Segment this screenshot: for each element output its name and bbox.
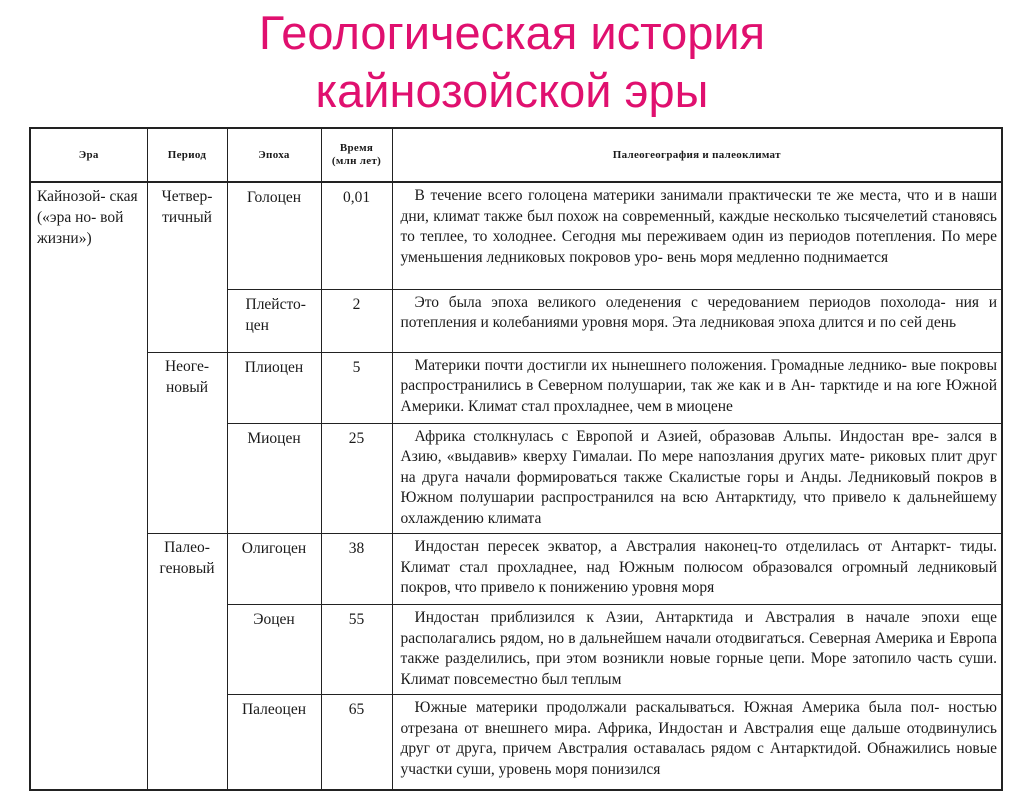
title-line-2: кайнозойской эры <box>315 64 709 117</box>
header-time-line2: (млн лет) <box>331 155 382 167</box>
slide-title <box>0 4 1024 120</box>
period-quaternary: Четвер- тичный <box>147 182 227 352</box>
header-description: Палеогеография и палеоклимат <box>392 128 1002 182</box>
time-paleocene: 65 <box>321 695 392 790</box>
time-miocene: 25 <box>321 423 392 534</box>
header-time <box>321 128 392 182</box>
time-pliocene: 5 <box>321 352 392 423</box>
desc-eocene: Индостан приблизился к Азии, Антарктида и Австралия в начале эпохи еще располагались рядом, но в дальнейшем начали отодвигаться. Северная Америка и Европа также разделились, при этом возникли новые горные цепи. Море затопило часть суши. Климат повсеместно был теплым <box>392 605 1002 695</box>
title-line-1: Геологическая история <box>258 6 766 59</box>
header-period: Период <box>147 128 227 182</box>
time-pleistocene: 2 <box>321 289 392 352</box>
time-holocene: 0,01 <box>321 182 392 289</box>
desc-pleistocene: Это была эпоха великого оледенения с чередованием периодов похолода- ния и потепления и колебаниями уровня моря. Эта ледниковая эпоха длится и по сей день <box>392 289 1002 352</box>
desc-pliocene: Материки почти достигли их нынешнего положения. Громадные леднико- вые покровы распространились в Северном полушарии, так же как и в Ан- тарктиде и на юге Южной Америки. Климат стал прохладнее, чем в миоцене <box>392 352 1002 423</box>
era-cell: Кайнозой- ская («эра но- вой жизни») <box>30 182 147 790</box>
geology-table <box>29 127 1003 791</box>
desc-miocene: Африка столкнулась с Европой и Азией, образовав Альпы. Индостан вре- зался в Азию, «выдавив» кверху Гималаи. По мере напозлания других мате- риковых плит друг на друга начали формироваться также Скалистые горы и Анды. Ледниковый покров в Южном полушарии распространился на всю Антарктиду, что привело к дальнейшему охлаждению климата <box>392 423 1002 534</box>
header-era: Эра <box>30 128 147 182</box>
period-paleogene: Палео- геновый <box>147 534 227 790</box>
table-header-row <box>30 128 1002 182</box>
epoch-holocene: Голоцен <box>227 182 321 289</box>
time-oligocene: 38 <box>321 534 392 605</box>
table-row <box>30 534 1002 605</box>
time-eocene: 55 <box>321 605 392 695</box>
period-neogene: Неоге- новый <box>147 352 227 534</box>
header-epoch: Эпоха <box>227 128 321 182</box>
desc-oligocene: Индостан пересек экватор, а Австралия наконец-то отделилась от Антаркт- тиды. Климат стал прохладнее, над Южным полюсом образовался огромный ледниковый покров, что привело к понижению уровня моря <box>392 534 1002 605</box>
desc-holocene: В течение всего голоцена материки занимали практически те же места, что и в наши дни, климат также был похож на современный, каждые несколько тысячелетий становясь то теплее, то холоднее. Сегодня мы переживаем один из периодов потепления. По мере уменьшения ледниковых покровов уро- вень моря медленно поднимается <box>392 182 1002 289</box>
header-time-line1: Время <box>339 142 374 154</box>
table-row <box>30 182 1002 289</box>
epoch-eocene: Эоцен <box>227 605 321 695</box>
table-row <box>30 352 1002 423</box>
epoch-pliocene: Плиоцен <box>227 352 321 423</box>
epoch-pleistocene: Плейсто- цен <box>227 289 321 352</box>
epoch-oligocene: Олигоцен <box>227 534 321 605</box>
desc-paleocene: Южные материки продолжали раскалываться. Южная Америка была пол- ностью отрезана от внешнего мира. Африка, Индостан и Австралия еще дальше отодвинулись друг от друга, причем Австралия оставалась рядом с Антарктидой. Обнажились новые участки суши, уровень моря понизился <box>392 695 1002 790</box>
epoch-miocene: Миоцен <box>227 423 321 534</box>
epoch-paleocene: Палеоцен <box>227 695 321 790</box>
